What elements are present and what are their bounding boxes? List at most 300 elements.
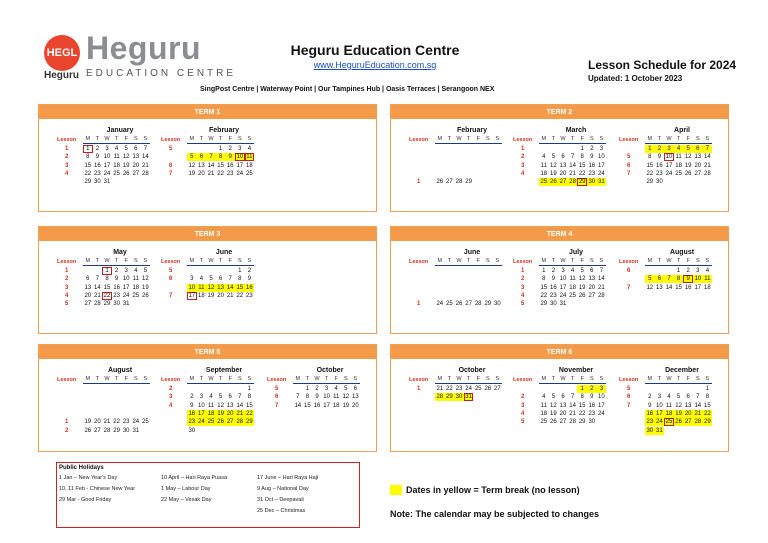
date-cell: 1 [705,386,710,392]
logo-wordmark: Heguru [86,30,201,66]
date-cell: 10 [122,276,130,283]
date-cell: 19 [217,410,224,417]
date-cell: 28 [436,394,444,401]
lesson-number: 5 [65,301,69,308]
date-cell: 21 [704,162,711,169]
date-cell: 30 [550,301,557,308]
date-cell: 26 [122,170,130,177]
date-cell: 7 [599,268,604,274]
lesson-number: 2 [65,154,69,161]
date-cell: 10 [323,394,330,401]
date-cell: 11 [132,276,139,283]
month-calendar [513,367,613,447]
date-cell: 24 [436,301,444,308]
date-cell: 15 [103,284,111,291]
date-cell: 3 [105,146,109,152]
date-cell: 24 [598,170,605,177]
weekday-label: M [541,258,547,264]
date-cell: 19 [188,170,196,177]
date-cell: 29 [246,419,253,426]
date-cell: 12 [646,284,654,291]
weekday-label: M [85,136,91,142]
lesson-number: 1 [521,146,525,152]
date-cell: 5 [218,394,223,401]
month-calendar [57,127,157,207]
weekday-label: T [551,376,556,382]
weekday-label: T [570,258,575,264]
date-cell: 21 [142,162,149,169]
date-cell: 17 [122,284,130,291]
date-cell: 6 [134,146,138,152]
lesson-column-label: Lesson [57,377,77,383]
date-cell: 20 [84,292,92,299]
lesson-column-label: Lesson [409,377,429,383]
date-cell: 19 [142,284,149,291]
date-cell: 19 [122,162,130,169]
date-cell: 13 [132,154,140,161]
lesson-number: 2 [521,276,525,283]
date-cell: 26 [578,292,586,299]
date-cell: 15 [236,284,244,291]
date-cell: 2 [587,385,597,393]
date-cell: 6 [590,268,594,274]
date-cell: 16 [246,284,253,291]
weekday-label: S [343,376,348,382]
date-cell: 17 [665,162,673,169]
lesson-number: 2 [521,154,525,161]
date-cell: 2 [315,386,319,392]
date-cell: 28 [94,301,101,308]
lesson-column-label: Lesson [409,137,429,143]
date-cell: 23 [455,386,463,392]
month-name: July [568,249,583,256]
date-cell: 14 [226,284,234,291]
date-cell: 28 [455,179,463,186]
date-cell: 23 [122,419,130,426]
date-cell: 16 [656,162,663,169]
date-cell: 9 [315,394,319,401]
date-cell: 31 [656,427,663,434]
date-cell: 1 [580,146,584,152]
weekday-label: W [560,258,566,264]
lesson-number: 7 [627,402,631,409]
date-cell: 11 [113,154,120,161]
date-cell: 28 [704,170,711,177]
date-cell: 25 [675,170,682,177]
weekday-label: M [437,258,443,264]
date-cell: 25 [540,419,548,426]
date-cell: 13 [684,402,692,409]
date-cell: 2 [648,394,652,401]
lesson-column-label: Lesson [513,377,533,383]
date-cell: 11 [207,402,215,409]
date-cell: 16 [226,162,234,169]
weekday-label: W [456,376,462,382]
date-cell: 21 [236,410,244,417]
weekday-label: S [247,258,252,264]
date-cell: 21 [94,292,101,299]
date-cell: 8 [216,153,226,161]
weekday-header [645,376,712,384]
date-cell: 25 [569,292,576,299]
date-cell: 12 [684,154,692,161]
month-name: December [665,367,699,374]
date-cell: 25 [246,170,253,177]
date-cell: 29 [446,394,453,401]
date-cell: 24 [559,292,567,299]
date-cell: 24 [122,292,130,299]
date-cell: 13 [656,284,663,291]
weekday-label: F [124,376,128,382]
weekday-label: S [485,258,490,264]
weekday-label: T [114,376,119,382]
weekday-header [187,258,254,266]
date-cell: 7 [570,154,575,161]
date-cell: 15 [540,284,548,291]
date-cell: 13 [559,162,567,169]
date-cell: 2 [190,394,194,401]
date-cell: 16 [646,410,654,417]
date-cell: 24 [132,419,140,426]
weekday-label: S [485,376,490,382]
lesson-number: 7 [169,292,173,299]
weekday-label: F [124,136,128,142]
lesson-column-label: Lesson [513,137,533,143]
weekday-label: T [218,258,223,264]
month-calendar [409,367,509,447]
date-cell: 15 [704,402,711,409]
date-cell: 4 [209,394,213,401]
date-cell: 30 [656,179,663,186]
date-cell: 14 [569,402,576,409]
date-cell: 5 [676,394,681,401]
date-cell: 19 [550,410,557,417]
term-header: TERM 5 [39,345,376,359]
weekday-label: S [143,376,148,382]
date-cell: 22 [540,292,548,299]
month-calendar [409,127,509,207]
date-cell: 21 [569,170,576,177]
date-cell: 28 [236,419,244,426]
date-cell: 28 [569,419,576,426]
weekday-header [435,136,502,144]
date-cell: 14 [694,402,702,409]
date-cell: 12 [122,154,130,161]
date-cell: 22 [446,386,453,392]
date-cell: 31 [598,179,605,186]
date-cell: 29 [646,179,654,186]
date-cell: 27 [494,386,501,392]
date-cell: 23 [94,170,101,177]
date-cell: 10 [559,276,567,283]
date-cell: 22 [578,170,586,177]
date-cell: 12 [188,162,196,169]
date-cell: 6 [693,145,703,153]
date-cell: 18 [704,284,711,291]
date-cell: 19 [675,410,682,417]
date-cell: 7 [95,276,100,283]
date-cell: 9 [648,402,652,409]
date-cell: 16 [188,410,196,417]
date-cell: 28 [103,427,111,434]
date-cell: 8 [86,154,90,161]
weekday-header [187,136,254,144]
weekday-label: T [95,136,100,142]
month-name: June [463,249,481,256]
weekday-header [83,136,150,144]
month-calendar [57,249,157,329]
date-cell: 9 [225,153,235,161]
date-cell: 15 [578,162,586,169]
date-cell: 18 [246,162,253,169]
date-cell: 29 [484,301,492,308]
date-cell: 25 [665,419,673,426]
date-cell: 23 [226,170,234,177]
date-cell: 12 [675,402,682,409]
date-cell: 22 [246,410,253,417]
lesson-number: 2 [65,276,69,283]
date-cell: 8 [247,394,252,401]
weekday-label: S [705,376,710,382]
weekday-label: S [599,136,604,142]
date-cell: 19 [550,170,557,177]
date-cell: 20 [198,170,205,177]
month-calendar [619,127,719,207]
weekday-label: F [686,136,690,142]
date-cell: 21 [436,386,444,392]
date-cell: 30 [646,427,654,434]
month-calendar [619,367,719,447]
weekday-label: M [647,136,653,142]
date-cell: 11 [540,162,547,169]
weekday-label: T [570,376,575,382]
weekday-label: T [676,376,681,382]
weekday-header [539,258,606,266]
date-cell: 4 [134,268,138,274]
month-name: April [674,127,690,134]
date-cell: 3 [324,386,329,392]
date-cell: 16 [588,402,596,409]
date-cell: 27 [94,427,101,434]
centre-locations: SingPost Centre | Waterway Point | Our Tampines Hub | Oasis Terraces | Serangoon NEX [200,86,495,93]
lesson-number: 4 [521,170,525,177]
date-cell: 14 [94,284,101,291]
date-cell: 18 [207,410,215,417]
lesson-number: 2 [169,386,173,392]
date-cell: 26 [550,419,557,426]
date-cell: 6 [686,394,690,401]
weekday-label: S [599,376,604,382]
weekday-label: W [104,376,110,382]
date-cell: 29 [578,179,586,186]
date-cell: 28 [694,419,702,426]
date-cell: 4 [705,268,710,274]
weekday-label: F [124,258,128,264]
date-cell: 26 [217,419,224,426]
date-cell: 1 [645,145,655,153]
weekday-label: T [447,136,452,142]
date-cell: 31 [122,301,130,308]
date-cell: 12 [207,284,215,291]
date-cell: 14 [207,162,215,169]
month-calendar [161,367,261,447]
lesson-number: 1 [65,146,69,152]
date-cell: 5 [209,276,213,283]
lesson-column-label: Lesson [619,137,639,143]
lesson-number: 5 [169,146,173,152]
date-cell: 15 [304,402,311,409]
lesson-column-label: Lesson [161,377,181,383]
date-cell: 11 [569,276,576,283]
date-cell: 22 [103,292,111,299]
weekday-label: T [447,258,452,264]
date-cell: 27 [226,419,234,426]
date-cell: 21 [598,284,605,291]
date-cell: 8 [648,154,652,161]
lesson-column-label: Lesson [161,137,181,143]
date-cell: 28 [569,179,576,186]
date-cell: 20 [559,170,567,177]
date-cell: 19 [684,162,692,169]
weekday-header [539,136,606,144]
date-cell: 12 [142,276,149,283]
weekday-label: W [208,376,214,382]
lesson-column-label: Lesson [619,377,639,383]
date-cell: 20 [559,410,567,417]
month-calendar [57,367,157,447]
date-cell: 5 [551,394,556,401]
term-header: TERM 1 [39,105,376,119]
date-cell: 29 [113,427,120,434]
weekday-label: F [580,376,584,382]
weekday-label: S [133,258,138,264]
month-name: October [316,367,344,374]
lesson-column-label: Lesson [57,137,77,143]
date-cell: 14 [236,402,244,409]
month-name: June [215,249,233,256]
date-cell: 31 [103,179,111,186]
date-cell: 26 [684,170,692,177]
date-cell: 29 [103,301,111,308]
date-cell: 16 [684,284,692,291]
weekday-header [645,136,712,144]
date-cell: 14 [569,162,576,169]
term-panel [390,226,729,334]
weekday-label: W [560,376,566,382]
lesson-number: 5 [275,386,279,392]
date-cell: 19 [342,402,350,409]
date-cell: 14 [665,284,673,291]
term-panel [38,104,377,212]
date-cell: 10 [665,154,673,161]
date-cell: 29 [578,419,586,426]
date-cell: 5 [645,275,655,283]
date-cell: 27 [588,292,596,299]
weekday-label: S [705,136,710,142]
weekday-label: S [143,258,148,264]
date-cell: 28 [142,170,149,177]
month-name: May [113,249,127,256]
holiday-entry: 17 June – Hari Raya Haji [257,475,319,481]
date-cell: 4 [542,394,546,401]
weekday-label: T [657,258,662,264]
date-cell: 8 [305,394,310,401]
date-cell: 12 [342,394,350,401]
date-cell: 28 [474,301,482,308]
date-cell: 29 [704,419,711,426]
weekday-label: S [247,136,252,142]
date-cell: 25 [540,179,548,186]
legend-yellow-swatch [390,485,402,495]
date-cell: 20 [684,410,692,417]
date-cell: 3 [124,268,128,274]
weekday-label: W [560,136,566,142]
date-cell: 25 [113,170,120,177]
weekday-label: S [495,376,500,382]
date-cell: 2 [114,268,119,274]
weekday-label: F [476,258,480,264]
date-cell: 16 [113,284,120,291]
website-link[interactable]: www.HeguruEducation.com.sg [313,60,437,70]
lesson-number: 1 [417,386,421,392]
weekday-label: S [589,136,594,142]
logo-badge: HEGL [44,35,80,71]
weekday-label: W [208,258,214,264]
date-cell: 22 [84,170,92,177]
date-cell: 12 [578,276,586,283]
date-cell: 18 [540,410,548,417]
weekday-label: S [237,136,242,142]
weekday-label: T [305,376,310,382]
weekday-label: M [541,136,547,142]
date-cell: 22 [704,410,711,417]
date-cell: 6 [228,394,232,401]
date-cell: 7 [238,394,242,401]
weekday-label: W [456,258,462,264]
month-calendar [619,249,719,329]
date-cell: 30 [455,394,463,401]
logo-subtitle: EDUCATION CENTRE [86,68,237,79]
date-cell: 21 [226,292,234,299]
lesson-number: 6 [275,394,279,401]
month-name: March [565,127,587,134]
weekday-label: T [199,376,204,382]
date-cell: 13 [588,276,596,283]
lesson-number: 7 [169,170,173,177]
date-cell: 7 [664,275,674,283]
date-cell: 23 [188,419,196,426]
date-cell: 6 [561,154,565,161]
month-calendar [267,367,367,447]
date-cell: 7 [143,146,148,152]
weekday-label: S [599,258,604,264]
date-cell: 2 [686,268,690,274]
weekday-header [293,376,360,384]
weekday-header [435,258,502,266]
date-cell: 22 [113,419,120,426]
weekday-label: T [199,258,204,264]
date-cell: 6 [218,276,223,283]
date-cell: 14 [142,154,149,161]
date-cell: 11 [540,402,547,409]
term-panel [38,344,377,452]
holiday-entry: 10 April – Hari Raya Puasa [161,475,228,481]
lesson-number: 7 [275,402,279,409]
date-cell: 19 [207,292,215,299]
date-cell: 18 [675,162,682,169]
date-cell: 3 [190,276,194,283]
term-panel [38,226,377,334]
